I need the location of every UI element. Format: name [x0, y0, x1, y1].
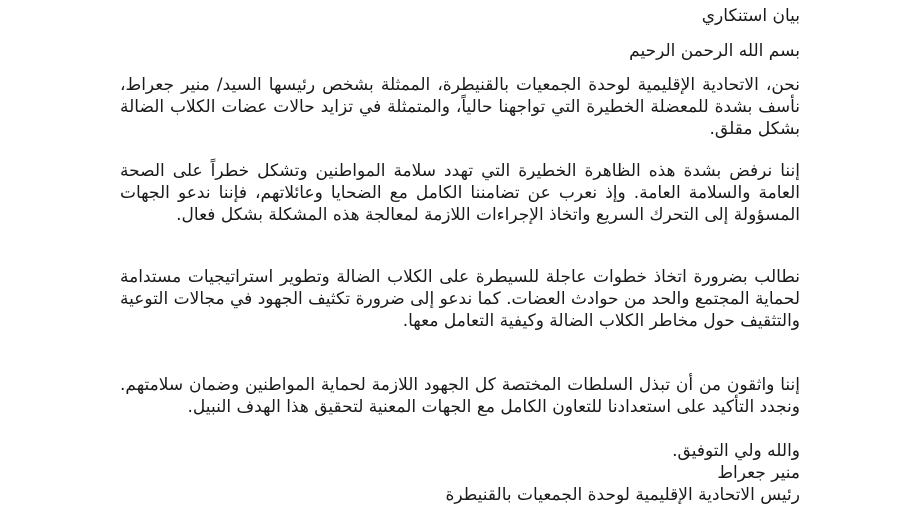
- signature-title: رئيس الاتحادية الإقليمية لوحدة الجمعيات بالقنيطرة: [445, 485, 800, 505]
- document-title: بيان استنكاري: [701, 6, 800, 26]
- paragraph-2: إننا نرفض بشدة هذه الظاهرة الخطيرة التي تهدد سلامة المواطنين وتشكل خطراً على الصحة العامة والسلامة العامة. وإذ نعرب عن تضامننا الكامل مع الضحايا وعائلاتهم، فإننا ندعو الجهات المسؤولة إلى التحرك السريع واتخاذ الإجراءات اللازمة لمعالجة هذه المشكلة بشكل فعال.: [120, 161, 800, 225]
- closing-line: والله ولي التوفيق.: [672, 441, 800, 461]
- paragraph-3: نطالب بضرورة اتخاذ خطوات عاجلة للسيطرة على الكلاب الضالة وتطوير استراتيجيات مستدامة لحماية المجتمع والحد من حوادث العضات. كما ندعو إلى ضرورة تكثيف الجهود في مجالات التوعية والتثقيف حول مخاطر الكلاب الضالة وكيفية التعامل معها.: [120, 267, 800, 331]
- signature-name: منير جعراط: [717, 463, 800, 483]
- paragraph-1: نحن، الاتحادية الإقليمية لوحدة الجمعيات بالقنيطرة، الممثلة بشخص رئيسها السيد/ منير جعراط، نأسف بشدة للمعضلة الخطيرة التي تواجهنا حالياً، والمتمثلة في تزايد حالات عضات الكلاب الضالة بشكل مقلق.: [120, 75, 800, 139]
- paragraph-4: إننا واثقون من أن تبذل السلطات المختصة كل الجهود اللازمة لحماية المواطنين وضمان سلامتهم. ونجدد التأكيد على استعدادنا للتعاون الكامل مع الجهات المعنية لتحقيق هذا الهدف النبيل.: [120, 375, 800, 417]
- statement-document: [120, 0, 800, 506]
- basmala: بسم الله الرحمن الرحيم: [629, 41, 800, 61]
